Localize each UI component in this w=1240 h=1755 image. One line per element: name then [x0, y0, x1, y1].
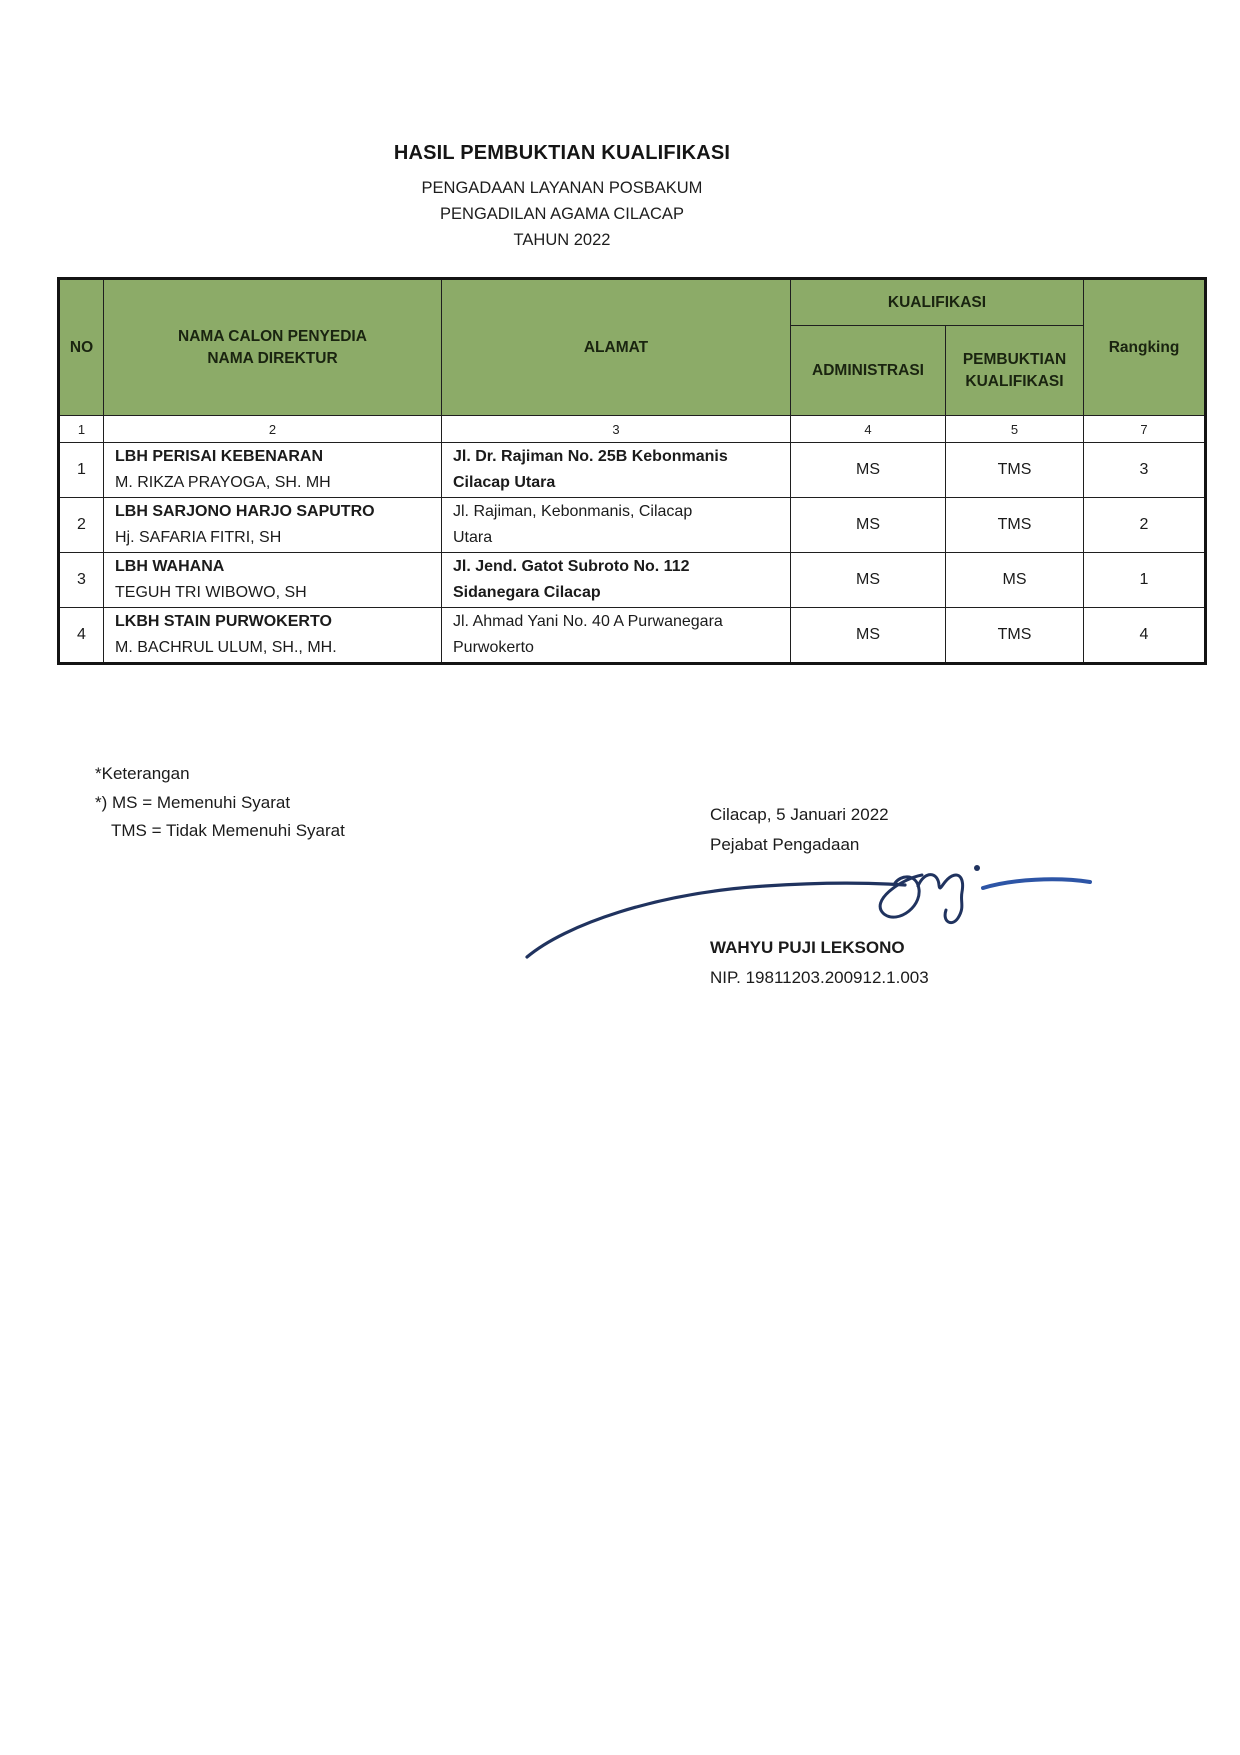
provider-cell — [104, 443, 442, 498]
signature-name: WAHYU PUJI LEKSONO — [710, 938, 905, 957]
header-administrasi: ADMINISTRASI — [791, 326, 946, 416]
address-cell-line1: Jl. Dr. Rajiman No. 25B Kebonmanis — [453, 448, 728, 465]
rangking-cell: 2 — [1084, 498, 1206, 553]
provider-cell — [104, 553, 442, 608]
title-block — [0, 142, 1124, 253]
row-number: 3 — [59, 553, 104, 608]
table-body — [59, 443, 1206, 664]
provider-cell — [104, 498, 442, 553]
column-number: 2 — [104, 416, 442, 443]
signature-role: Pejabat Pengadaan — [710, 835, 860, 854]
rangking-cell: 4 — [1084, 608, 1206, 664]
provider-cell-line2: M. BACHRUL ULUM, SH., MH. — [115, 639, 337, 656]
header-nama-line1: NAMA CALON PENYEDIA — [178, 327, 367, 345]
pembuktian-cell: TMS — [946, 608, 1084, 664]
address-cell — [442, 553, 791, 608]
administrasi-cell: MS — [791, 498, 946, 553]
notes-tms: TMS = Tidak Memenuhi Syarat — [111, 821, 345, 840]
provider-cell — [104, 608, 442, 664]
address-cell — [442, 608, 791, 664]
provider-cell-line1: LBH PERISAI KEBENARAN — [115, 448, 324, 465]
column-number: 5 — [946, 416, 1084, 443]
header-nama — [104, 279, 442, 416]
signature-nip: NIP. 19811203.200912.1.003 — [710, 968, 929, 987]
row-number: 2 — [59, 498, 104, 553]
provider-cell-line2: M. RIKZA PRAYOGA, SH. MH — [115, 474, 331, 491]
address-cell-line1: Jl. Rajiman, Kebonmanis, Cilacap — [453, 503, 693, 520]
table-row — [59, 498, 1206, 553]
header-rangking: Rangking — [1084, 279, 1206, 416]
administrasi-cell: MS — [791, 443, 946, 498]
subtitle-court: PENGADILAN AGAMA CILACAP — [440, 205, 684, 223]
qualification-table — [57, 277, 1207, 665]
administrasi-cell: MS — [791, 553, 946, 608]
address-cell-line2: Cilacap Utara — [453, 474, 556, 491]
page-title: HASIL PEMBUKTIAN KUALIFIKASI — [393, 142, 731, 164]
column-number: 4 — [791, 416, 946, 443]
table-row — [59, 553, 1206, 608]
address-cell — [442, 498, 791, 553]
column-number: 7 — [1084, 416, 1206, 443]
header-kualifikasi: KUALIFIKASI — [791, 279, 1084, 326]
row-number: 4 — [59, 608, 104, 664]
address-cell — [442, 443, 791, 498]
header-alamat: ALAMAT — [442, 279, 791, 416]
table-row — [59, 443, 1206, 498]
address-cell-line2: Utara — [453, 529, 493, 546]
provider-cell-line2: Hj. SAFARIA FITRI, SH — [115, 529, 282, 546]
table-row — [59, 608, 1206, 664]
provider-cell-line1: LBH SARJONO HARJO SAPUTRO — [115, 503, 375, 520]
address-cell-line2: Purwokerto — [453, 639, 534, 656]
column-number: 1 — [59, 416, 104, 443]
header-pembuktian-line1: PEMBUKTIAN — [962, 350, 1067, 368]
subtitle-year: TAHUN 2022 — [513, 231, 611, 249]
notes-title: *Keterangan — [95, 764, 190, 783]
pembuktian-cell: MS — [946, 553, 1084, 608]
notes-ms: *) MS = Memenuhi Syarat — [95, 792, 291, 812]
pembuktian-cell: TMS — [946, 498, 1084, 553]
header-nama-line2: NAMA DIREKTUR — [207, 349, 338, 367]
provider-cell-line1: LBH WAHANA — [115, 558, 225, 575]
row-number: 1 — [59, 443, 104, 498]
rangking-cell: 3 — [1084, 443, 1206, 498]
header-pembuktian — [946, 326, 1084, 416]
rangking-cell: 1 — [1084, 553, 1206, 608]
signature-place-date: Cilacap, 5 Januari 2022 — [710, 805, 889, 824]
administrasi-cell: MS — [791, 608, 946, 664]
address-cell-line1: Jl. Ahmad Yani No. 40 A Purwanegara — [453, 613, 723, 630]
header-no: NO — [59, 279, 104, 416]
provider-cell-line2: TEGUH TRI WIBOWO, SH — [115, 584, 307, 601]
address-cell-line1: Jl. Jend. Gatot Subroto No. 112 — [453, 558, 690, 575]
column-number-row — [59, 416, 1206, 443]
column-number: 3 — [442, 416, 791, 443]
subtitle-procurement: PENGADAAN LAYANAN POSBAKUM — [421, 179, 703, 197]
address-cell-line2: Sidanegara Cilacap — [453, 584, 601, 601]
notes-block — [95, 760, 345, 846]
pembuktian-cell: TMS — [946, 443, 1084, 498]
provider-cell-line1: LKBH STAIN PURWOKERTO — [115, 613, 332, 630]
header-pembuktian-line2: KUALIFIKASI — [965, 372, 1064, 390]
